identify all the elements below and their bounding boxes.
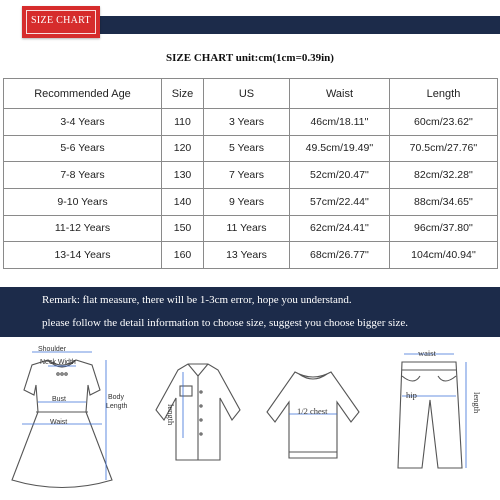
cell-size: 130 [162, 162, 204, 189]
remark-line-2: please follow the detail information to choose size, suggest you choose bigger size. [42, 317, 408, 329]
table-row [4, 135, 498, 162]
col-header-length: Length [390, 79, 498, 109]
pants-length-label: length [472, 392, 482, 414]
cell-age: 13-14 Years [4, 242, 162, 269]
cell-size: 120 [162, 135, 204, 162]
cell-length: 104cm/40.94'' [390, 242, 498, 269]
col-header-us: US [204, 79, 290, 109]
cell-age: 3-4 Years [4, 109, 162, 136]
table-row [4, 162, 498, 189]
dress-neck-width-label: Neck Width [40, 359, 76, 366]
dress-shoulder-label: Shoulder [38, 346, 67, 353]
cell-size: 110 [162, 109, 204, 136]
cell-age: 5-6 Years [4, 135, 162, 162]
cell-us: 9 Years [204, 188, 290, 215]
shirt-icon [140, 340, 255, 500]
table-header-row [4, 79, 498, 109]
table-row [4, 242, 498, 269]
cell-us: 3 Years [204, 109, 290, 136]
cell-size: 150 [162, 215, 204, 242]
cell-size: 160 [162, 242, 204, 269]
shirt-diagram [140, 340, 255, 500]
size-table [3, 78, 498, 269]
dress-body-label: Body [108, 394, 124, 401]
cell-waist: 49.5cm/19.49'' [290, 135, 390, 162]
sweater-icon [255, 340, 370, 500]
shirt-length-label: length [166, 404, 176, 426]
cell-waist: 62cm/24.41'' [290, 215, 390, 242]
size-chart-badge [22, 6, 100, 38]
cell-waist: 52cm/20.47'' [290, 162, 390, 189]
cell-age: 11-12 Years [4, 215, 162, 242]
badge-label: SIZE CHART [31, 15, 91, 26]
sweater-chest-label: 1/2 chest [297, 406, 328, 416]
pants-icon [370, 340, 500, 500]
dress-length-label: Length [106, 403, 128, 410]
page-title: SIZE CHART unit:cm(1cm=0.39in) [166, 52, 334, 64]
sweater-diagram [255, 340, 370, 500]
cell-length: 82cm/32.28'' [390, 162, 498, 189]
cell-length: 88cm/34.65'' [390, 188, 498, 215]
cell-waist: 57cm/22.44'' [290, 188, 390, 215]
cell-length: 70.5cm/27.76'' [390, 135, 498, 162]
measurement-diagrams [0, 340, 500, 500]
cell-age: 7-8 Years [4, 162, 162, 189]
pants-waist-label: waist [418, 348, 436, 358]
remark-line-1: Remark: flat measure, there will be 1-3cm error, hope you understand. [42, 294, 352, 306]
cell-waist: 68cm/26.77'' [290, 242, 390, 269]
pants-diagram [370, 340, 500, 500]
table-row [4, 188, 498, 215]
cell-length: 60cm/23.62'' [390, 109, 498, 136]
col-header-age: Recommended Age [4, 79, 162, 109]
pants-hip-label: hip [406, 390, 417, 400]
table-row [4, 109, 498, 136]
col-header-size: Size [162, 79, 204, 109]
dress-bust-label: Bust [52, 396, 67, 403]
dress-diagram [0, 340, 140, 500]
cell-length: 96cm/37.80'' [390, 215, 498, 242]
cell-waist: 46cm/18.11'' [290, 109, 390, 136]
cell-age: 9-10 Years [4, 188, 162, 215]
remark-band [0, 287, 500, 337]
cell-us: 5 Years [204, 135, 290, 162]
cell-us: 13 Years [204, 242, 290, 269]
cell-us: 11 Years [204, 215, 290, 242]
dress-waist-label: Waist [50, 419, 68, 426]
cell-size: 140 [162, 188, 204, 215]
table-row [4, 215, 498, 242]
col-header-waist: Waist [290, 79, 390, 109]
cell-us: 7 Years [204, 162, 290, 189]
